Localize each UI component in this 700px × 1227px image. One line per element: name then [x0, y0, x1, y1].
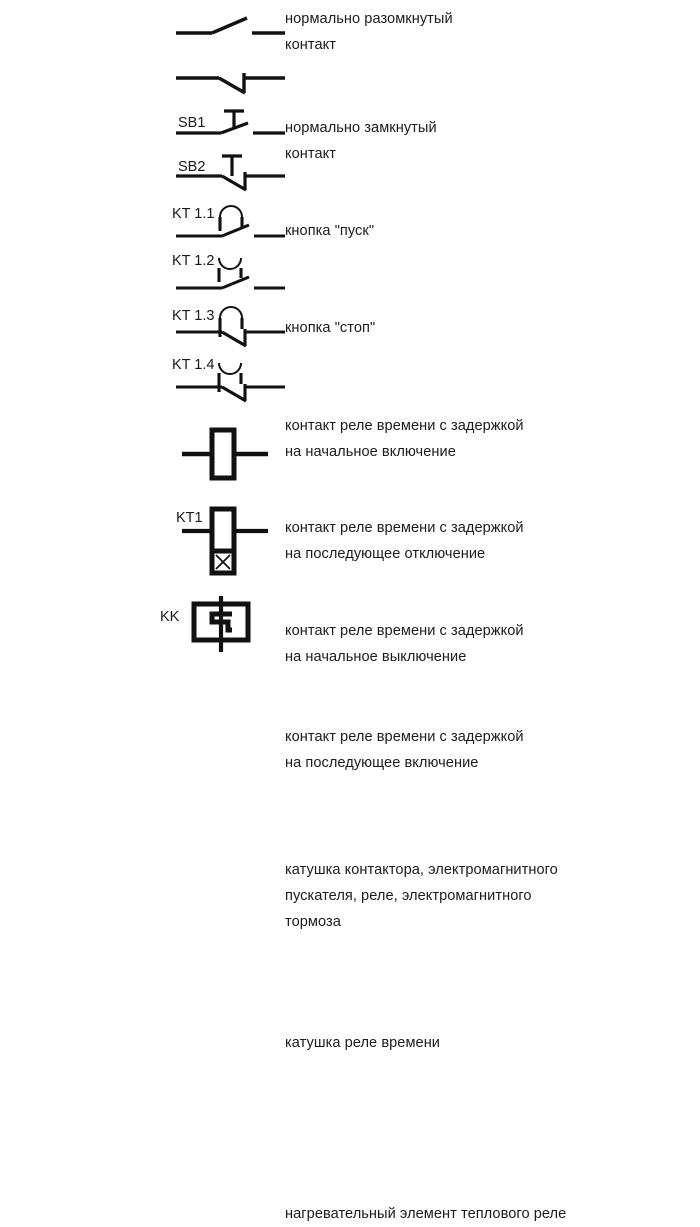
description-timer-contact-1-3: контакт реле времени с задержкой на начальное выключение — [285, 623, 524, 665]
symbol-thermal-relay-heater — [150, 596, 280, 656]
designation-kt-1-3: KT 1.3 — [172, 308, 215, 324]
description-timer-contact-1-4: контакт реле времени с задержкой на последующее включение — [285, 729, 524, 771]
designation-kk: KK — [160, 609, 180, 625]
symbol-timer-contact-nc-delay-on-close — [150, 356, 280, 414]
symbol-timer-contact-nc-delay-on-open — [150, 305, 280, 359]
description-normally-closed-contact: нормально замкнутый контакт — [285, 120, 437, 162]
designation-kt1: KT1 — [176, 510, 203, 526]
legend-row — [0, 0, 700, 56]
symbol-contactor-coil — [150, 425, 280, 485]
symbol-pushbutton-stop — [150, 152, 280, 204]
designation-kt-1-1: KT 1.1 — [172, 206, 215, 222]
description-thermal-relay-heater: нагревательный элемент теплового реле — [285, 1206, 567, 1222]
description-timer-contact-1-2: контакт реле времени с задержкой на последующее отключение — [285, 520, 524, 562]
description-contactor-coil: катушка контактора, электромагнитного пускателя, реле, электромагнитного тормоза — [285, 862, 558, 930]
symbol-timer-contact-no-delay-on-open — [150, 252, 280, 306]
designation-sb1: SB1 — [178, 115, 206, 131]
description-timer-contact-1-1: контакт реле времени с задержкой на начальное включение — [285, 418, 524, 460]
designation-sb2: SB2 — [178, 159, 206, 175]
symbol-pushbutton-start — [150, 105, 280, 153]
symbol-timer-relay-coil — [150, 505, 280, 585]
designation-kt-1-4: KT 1.4 — [172, 357, 215, 373]
designation-kt-1-2: KT 1.2 — [172, 253, 215, 269]
symbol-timer-contact-no-delay-on-close — [150, 203, 280, 255]
symbol-normally-open-contact — [150, 0, 280, 56]
symbol-normally-closed-contact — [150, 55, 280, 110]
description-start-button: кнопка "пуск" — [285, 223, 375, 239]
description-stop-button: кнопка "стоп" — [285, 320, 376, 336]
description-normally-open-contact: нормально разомкнутый контакт — [285, 11, 453, 53]
description-timer-relay-coil: катушка реле времени — [285, 1035, 441, 1051]
